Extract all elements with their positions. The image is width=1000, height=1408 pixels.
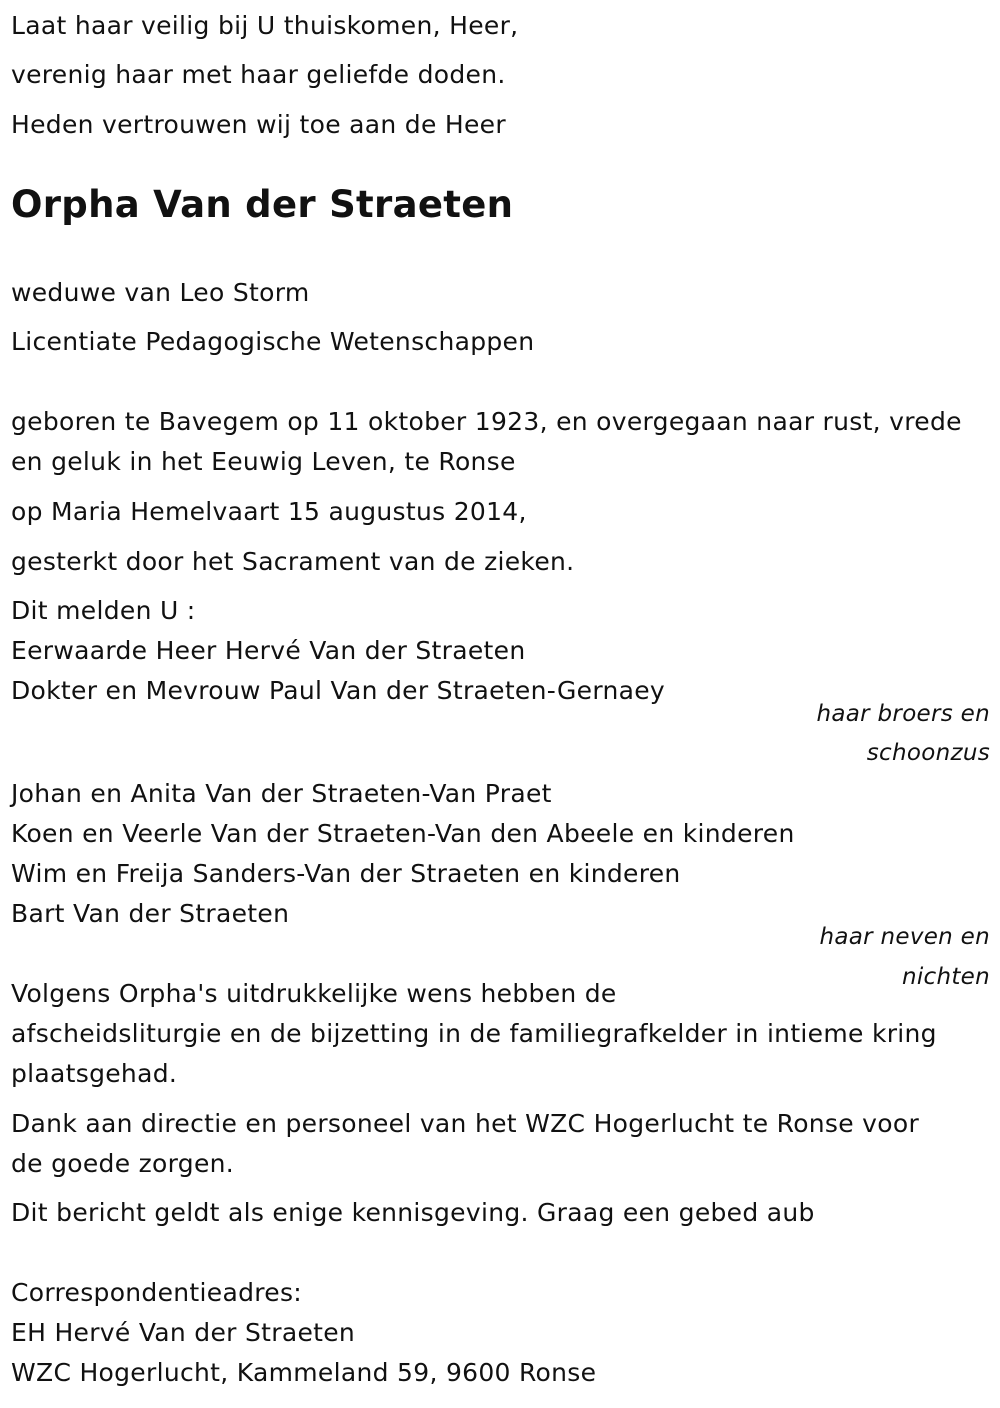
nephew-3: Wim en Freija Sanders-Van der Straeten en kinderen	[11, 859, 681, 888]
nephews-role-2: nichten	[901, 964, 990, 990]
announce-intro: Dit melden U :	[11, 596, 196, 625]
correspondence-name: EH Hervé Van der Straeten	[11, 1318, 356, 1347]
notice-text: Dit bericht geldt als enige kennisgeving. Graag een gebed aub	[11, 1198, 815, 1227]
wish-line-3: plaatsgehad.	[11, 1059, 178, 1088]
nephew-4: Bart Van der Straeten	[11, 899, 290, 928]
thanks-line-2: de goede zorgen.	[11, 1149, 235, 1178]
prayer-line-1: Laat haar veilig bij U thuiskomen, Heer,	[11, 11, 519, 40]
death-date: op Maria Hemelvaart 15 augustus 2014,	[11, 497, 527, 526]
degree: Licentiate Pedagogische Wetenschappen	[11, 327, 535, 356]
wish-line-1: Volgens Orpha's uitdrukkelijke wens hebben de	[11, 979, 617, 1008]
widow-of: weduwe van Leo Storm	[11, 278, 310, 307]
sibling-2: Dokter en Mevrouw Paul Van der Straeten-Gernaey	[11, 676, 666, 705]
birth-line-1: geboren te Bavegem op 11 oktober 1923, en overgegaan naar rust, vrede	[11, 407, 962, 436]
prayer-line-3: Heden vertrouwen wij toe aan de Heer	[11, 110, 506, 139]
correspondence-label: Correspondentieadres:	[11, 1278, 303, 1307]
sacrament-line: gesterkt door het Sacrament van de zieken.	[11, 547, 575, 576]
siblings-role-1: haar broers en	[816, 701, 990, 727]
prayer-line-2: verenig haar met haar geliefde doden.	[11, 60, 506, 89]
siblings-role-2: schoonzus	[866, 740, 990, 766]
nephew-1: Johan en Anita Van der Straeten-Van Praet	[11, 779, 552, 808]
thanks-line-1: Dank aan directie en personeel van het WZC Hogerlucht te Ronse voor	[11, 1109, 920, 1138]
deceased-name: Orpha Van der Straeten	[11, 183, 514, 226]
correspondence-address: WZC Hogerlucht, Kammeland 59, 9600 Ronse	[11, 1358, 597, 1387]
nephews-role-1: haar neven en	[819, 924, 990, 950]
sibling-1: Eerwaarde Heer Hervé Van der Straeten	[11, 636, 526, 665]
birth-line-2: en geluk in het Eeuwig Leven, te Ronse	[11, 447, 516, 476]
nephew-2: Koen en Veerle Van der Straeten-Van den Abeele en kinderen	[11, 819, 795, 848]
wish-line-2: afscheidsliturgie en de bijzetting in de familiegrafkelder in intieme kring	[11, 1019, 937, 1048]
